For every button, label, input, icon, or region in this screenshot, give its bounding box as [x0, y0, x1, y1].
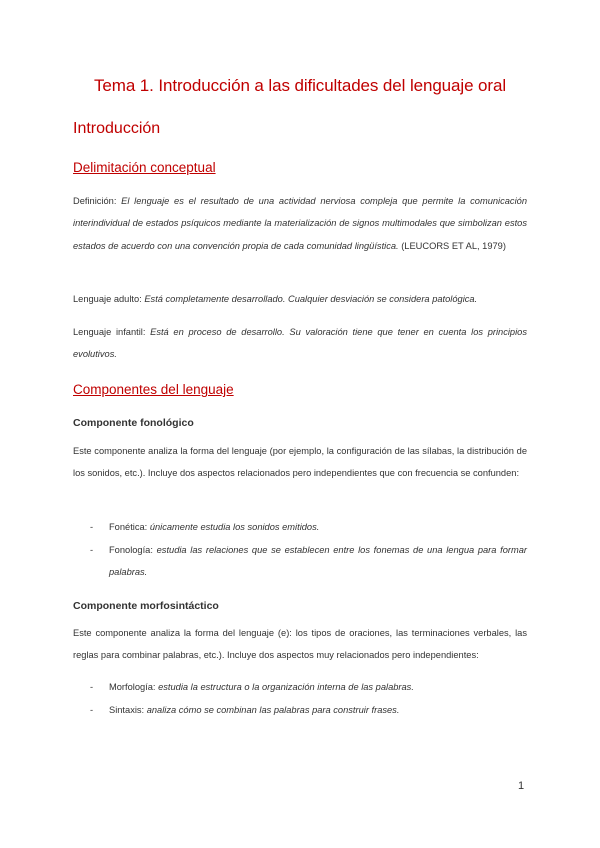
- section-title: Introducción: [73, 120, 161, 137]
- definicion-label: Definición:: [73, 196, 122, 206]
- list-item: [90, 516, 527, 538]
- list-item-text: analiza cómo se combinan las palabras para construir frases.: [146, 705, 400, 715]
- infantil-text: Está en proceso de desarrollo. Su valoración tiene que tener en cuenta los principios evolutivos.: [73, 327, 527, 360]
- list-item-label: Fonética:: [109, 522, 150, 532]
- list-item-label: Fonología:: [109, 545, 157, 555]
- infantil-label: Lenguaje infantil:: [73, 327, 151, 337]
- list-item-text: únicamente estudia los sonidos emitidos.: [149, 522, 320, 532]
- adulto-label: Lenguaje adulto:: [73, 294, 145, 304]
- morfosintactico-heading: Componente morfosintáctico: [73, 600, 219, 612]
- definicion-citation: (LEUCORS ET AL, 1979): [398, 240, 506, 251]
- delimitacion-heading: Delimitación conceptual: [73, 160, 216, 175]
- lenguaje-infantil-paragraph: [73, 321, 527, 366]
- list-item-text: estudia las relaciones que se establecen entre los fonemas de una lengua para formar palabras.: [109, 545, 527, 578]
- list-item-text: estudia la estructura o la organización interna de las palabras.: [158, 682, 414, 692]
- list-dash: -: [90, 545, 94, 555]
- list-item-label: Morfología:: [109, 682, 159, 692]
- list-item: [90, 676, 527, 698]
- componentes-heading: Componentes del lenguaje: [73, 382, 234, 397]
- list-dash: -: [90, 522, 94, 532]
- list-item: [90, 699, 527, 721]
- morfosintactico-paragraph: Este componente analiza la forma del lenguaje (e): los tipos de oraciones, las terminaciones verbales, las reglas para combinar palabras, etc.). Incluye dos aspectos muy relacionados pero independientes:: [73, 628, 527, 661]
- page-number: 1: [518, 780, 525, 792]
- lenguaje-adulto-paragraph: [73, 288, 527, 310]
- list-dash: -: [90, 682, 94, 692]
- list-dash: -: [90, 705, 94, 715]
- fonologico-heading: Componente fonológico: [73, 417, 194, 429]
- definicion-text: El lenguaje es el resultado de una actividad nerviosa compleja que permite la comunicación interindividual de estados psíquicos mediante la materialización de signos multimodales que simbolizan estos estados de acuerdo con una convención propia de cada comunidad lingüística.: [73, 196, 527, 251]
- fonologico-paragraph: Este componente analiza la forma del lenguaje (por ejemplo, la configuración de las sílabas, la distribución de los sonidos, etc.). Incluye dos aspectos relacionados pero independientes que con frecuencia se confunden:: [73, 446, 527, 479]
- definicion-paragraph: [73, 190, 527, 257]
- document-title: Tema 1. Introducción a las dificultades del lenguaje oral: [94, 76, 506, 95]
- list-item-label: Sintaxis:: [109, 705, 147, 715]
- adulto-text: Está completamente desarrollado. Cualquier desviación se considera patológica.: [144, 294, 478, 304]
- list-item: [90, 539, 527, 584]
